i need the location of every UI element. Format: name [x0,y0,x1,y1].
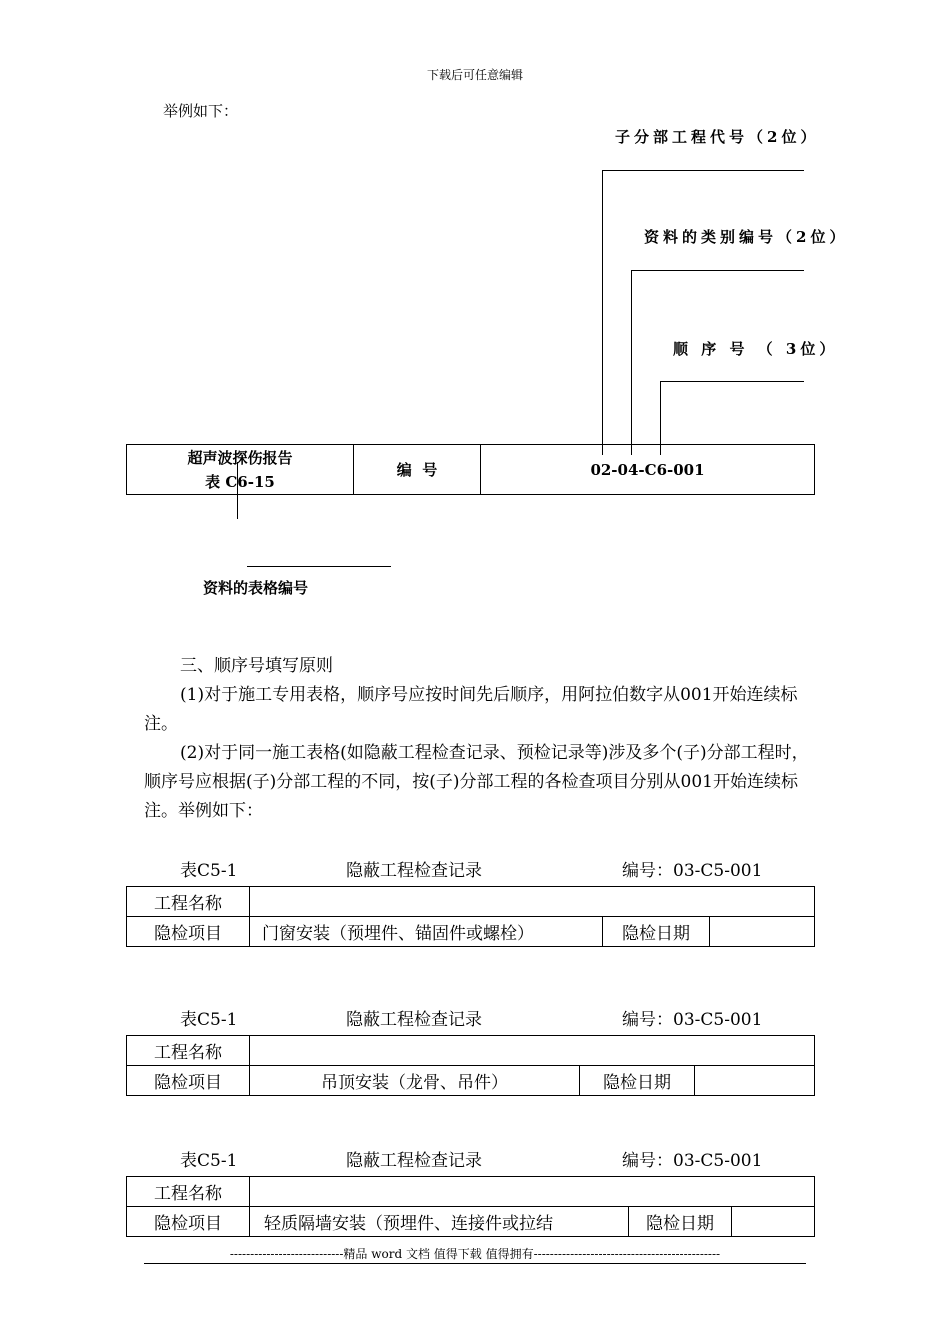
project-name-value [250,887,815,917]
record-table [126,886,815,947]
inspection-item-label: 隐检项目 [127,917,250,947]
record-title: 隐蔽工程检查记录 [346,1010,482,1030]
inspection-date-value [732,1207,815,1237]
label-category-code: 资料的类别编号（2位） [644,228,849,246]
example-form-header-table [126,444,815,495]
connector-line [631,270,804,271]
project-name-label: 工程名称 [127,1036,250,1066]
form-code: 表 C6-15 [205,472,275,491]
project-name-value [250,1036,815,1066]
inspection-item-label: 隐检项目 [127,1066,250,1096]
section-heading: 三、顺序号填写原则 [180,656,333,676]
inspection-date-label: 隐检日期 [580,1066,695,1096]
connector-line [602,170,603,455]
inspection-item-value: 门窗安装（预埋件、锚固件或螺栓） [250,917,603,947]
paragraph-1: (1)对于施工专用表格，顺序号应按时间先后顺序，用阿拉伯数字从001开始连续标注。 [144,685,798,734]
inspection-date-label: 隐检日期 [603,917,710,947]
number-value: 02-04-C6-001 [481,445,815,495]
inspection-date-value [710,917,815,947]
record-title: 隐蔽工程检查记录 [346,861,482,881]
record-title: 隐蔽工程检查记录 [346,1151,482,1171]
project-name-label: 工程名称 [127,1177,250,1207]
page-header: 下载后可任意编辑 [426,68,523,82]
inspection-item-label: 隐检项目 [127,1207,250,1237]
connector-line [237,462,238,519]
record-number: 编号：03-C5-001 [622,1151,763,1171]
project-name-label: 工程名称 [127,887,250,917]
inspection-date-value [695,1066,815,1096]
inspection-item-value: 轻质隔墙安装（预埋件、连接件或拉结 [250,1207,629,1237]
connector-line [660,381,804,382]
connector-line [247,566,391,567]
page-footer: ----------------------------精品 word 文档 值得下载 值得拥有---------------------------------------------- [229,1247,721,1261]
form-title: 超声波探伤报告 [187,448,293,467]
connector-line [631,270,632,455]
paragraph-2: (2)对于同一施工表格(如隐蔽工程检查记录、预检记录等)涉及多个(子)分部工程时，顺序号应根据(子)分部工程的不同，按(子)分部工程的各检查项目分别从001开始连续标注。举例如下： [144,743,809,821]
inspection-item-value: 吊顶安装（龙骨、吊件） [250,1066,580,1096]
label-sequence-code: 顺 序 号 （ 3位） [673,340,839,358]
number-label: 编 号 [354,445,481,495]
record-table-no: 表C5-1 [180,861,238,881]
record-number: 编号：03-C5-001 [622,861,763,881]
project-name-value [250,1177,815,1207]
inspection-date-label: 隐检日期 [629,1207,732,1237]
label-subsection-code: 子分部工程代号（2位） [615,128,820,146]
label-table-code: 资料的表格编号 [203,579,309,597]
footer-rule [144,1263,806,1264]
record-table [126,1176,815,1237]
record-table [126,1035,815,1096]
record-table-no: 表C5-1 [180,1151,238,1171]
connector-line [602,170,804,171]
intro-text: 举例如下： [163,102,239,120]
record-number: 编号：03-C5-001 [622,1010,763,1030]
record-table-no: 表C5-1 [180,1010,238,1030]
form-title-cell [127,445,354,495]
